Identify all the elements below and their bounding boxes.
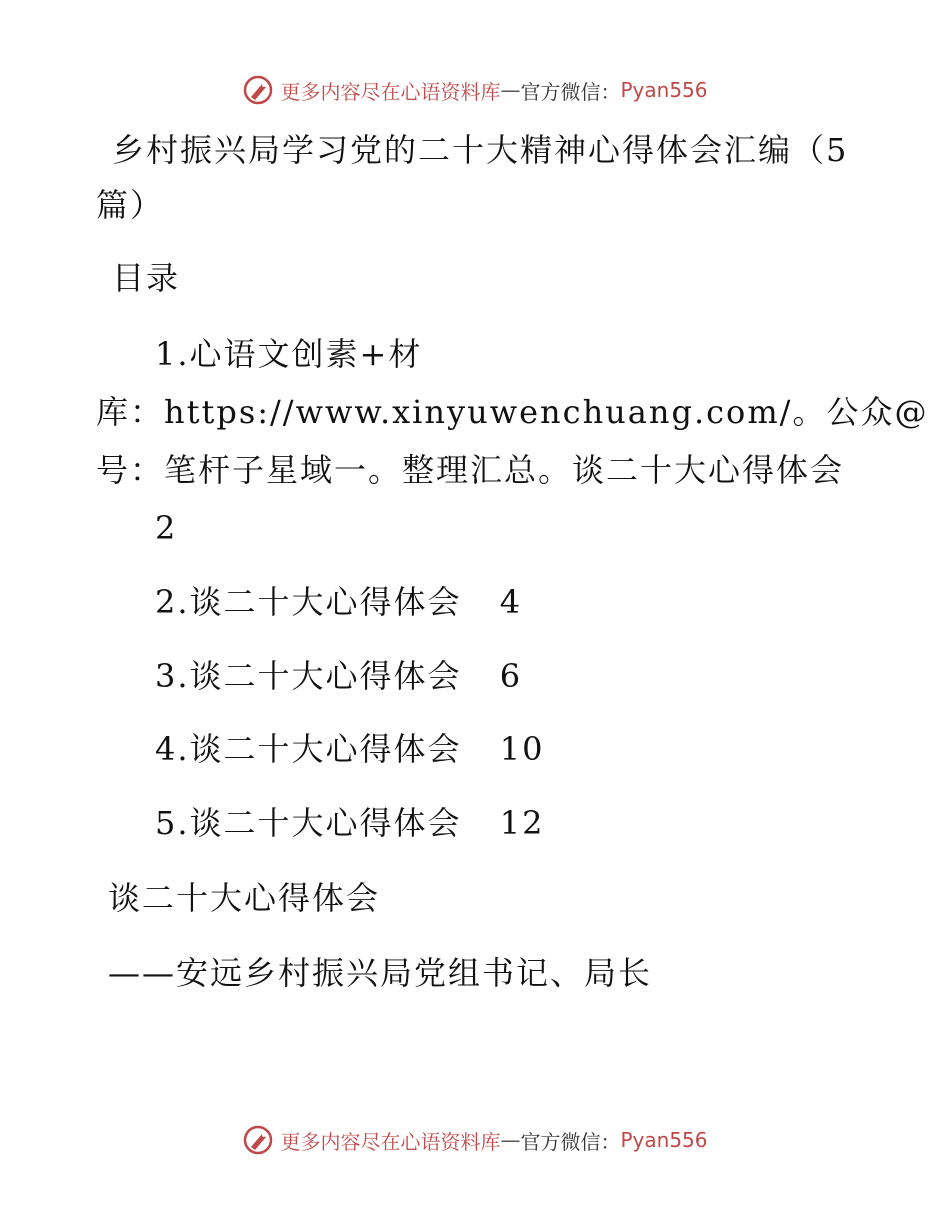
footer-watermark <box>0 1120 950 1160</box>
document-title-line-2: 篇） <box>96 186 165 224</box>
watermark-separator: — <box>500 78 521 102</box>
toc-item-1-line-3: 号：笔杆子星域一。整理汇总。谈二十大心得体会 <box>96 451 845 489</box>
toc-item-1-line-2: 库：https://www.xinyuwenchuang.com/。公众@ <box>96 393 929 431</box>
section-title: 谈二十大心得体会 <box>108 879 381 917</box>
header-watermark <box>0 70 950 110</box>
author-line: ——安远乡村振兴局党组书记、局长 <box>108 954 653 992</box>
pen-logo-icon <box>242 1124 274 1156</box>
watermark-wechat-id: Pyan556 <box>620 1128 708 1152</box>
pen-logo-icon <box>242 74 274 106</box>
watermark-separator: — <box>500 1128 521 1152</box>
toc-item-3-page: 6 <box>499 657 523 695</box>
toc-item-5-page: 12 <box>499 804 545 842</box>
toc-item-2-page: 4 <box>499 583 523 621</box>
toc-item-4 <box>155 729 544 769</box>
watermark-wechat-label: 官方微信： <box>520 79 621 104</box>
toc-item-3-label: 3.谈二十大心得体会 <box>155 657 462 695</box>
watermark-wechat-label: 官方微信： <box>520 1129 621 1154</box>
toc-item-2 <box>155 582 522 622</box>
toc-heading: 目录 <box>112 259 181 297</box>
watermark-text: 更多内容尽在心语资料库 <box>280 1129 501 1154</box>
watermark-text: 更多内容尽在心语资料库 <box>280 79 501 104</box>
document-title-line-1: 乡村振兴局学习党的二十大精神心得体会汇编（5 <box>112 131 849 169</box>
toc-item-4-label: 4.谈二十大心得体会 <box>155 730 462 768</box>
watermark-wechat-id: Pyan556 <box>620 78 708 102</box>
toc-item-1-line-1: 1.心语文创素+材 <box>155 335 423 373</box>
toc-item-1-page: 2 <box>155 509 178 547</box>
toc-item-2-label: 2.谈二十大心得体会 <box>155 583 462 621</box>
toc-item-5 <box>155 803 544 843</box>
toc-item-5-label: 5.谈二十大心得体会 <box>155 804 462 842</box>
toc-item-4-page: 10 <box>499 730 545 768</box>
toc-item-3 <box>155 656 522 696</box>
